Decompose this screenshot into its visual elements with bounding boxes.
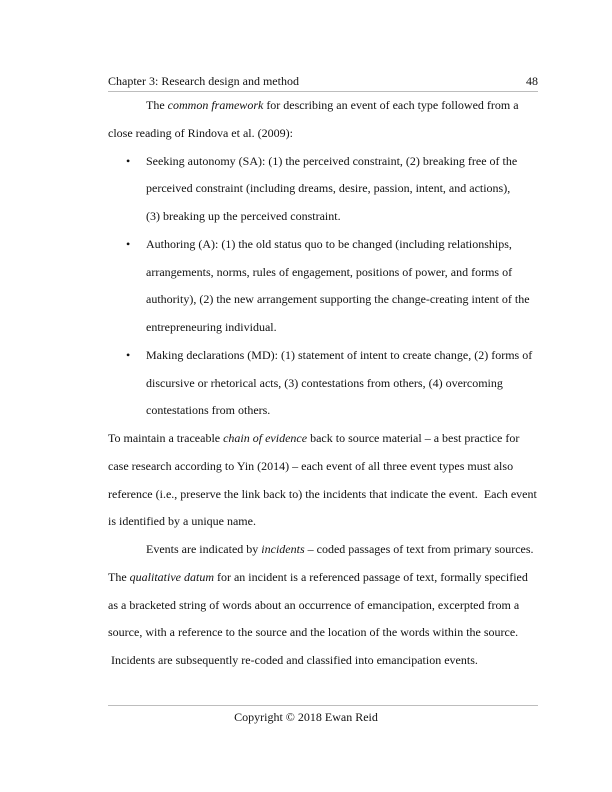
text-run: for an incident is a referenced passage of text, formally specified <box>213 569 528 584</box>
text-run: Seeking autonomy (SA): (1) the perceived constraint, (2) breaking free of the <box>146 153 518 168</box>
text-line <box>108 514 256 528</box>
text-run: contestations from others. <box>146 403 271 418</box>
bullet-icon: • <box>126 153 131 168</box>
italic-term: chain of evidence <box>223 431 308 445</box>
bullet-icon: • <box>126 236 131 251</box>
text-run: The <box>108 569 130 584</box>
text-line <box>108 570 528 584</box>
text-line <box>108 126 293 140</box>
italic-term: qualitative datum <box>129 569 214 584</box>
text-run: source, with a reference to the source and the location of the words within the source. <box>108 625 519 640</box>
text-run: arrangements, norms, rules of engagement, positions of power, and forms of <box>146 264 513 279</box>
bullet-item-line <box>126 153 518 168</box>
text-run: as a bracketed string of words about an occurrence of emancipation, excerpted from a <box>108 597 520 612</box>
italic-term: common framework <box>167 98 264 112</box>
text-line <box>146 98 519 112</box>
italic-term: incidents <box>261 542 305 556</box>
footer-divider <box>108 705 538 706</box>
text-run: back to source material – a best practice for <box>307 431 520 445</box>
text-run: discursive or rhetorical acts, (3) contestations from others, (4) overcoming <box>146 375 503 390</box>
text-line <box>108 625 518 639</box>
text-line <box>146 181 510 195</box>
text-line <box>146 542 534 556</box>
text-line <box>146 209 341 223</box>
text-run: – coded passages of text from primary sources. <box>304 542 534 556</box>
text-run: close reading of Rindova et al. (2009): <box>108 125 293 140</box>
header-divider <box>108 91 538 92</box>
text-run: is identified by a unique name. <box>108 514 256 529</box>
text-line <box>108 487 537 501</box>
text-run: Authoring (A): (1) the old status quo to be changed (including relationships, <box>146 236 512 251</box>
text-run: entrepreneuring individual. <box>146 320 277 334</box>
text-run: Making declarations (MD): (1) statement of intent to create change, (2) forms of <box>146 347 533 362</box>
text-run: To maintain a traceable <box>108 431 224 445</box>
text-line <box>146 320 277 334</box>
text-run: Events are indicated by <box>146 542 262 556</box>
footer-copyright: Copyright © 2018 Ewan Reid <box>234 710 378 724</box>
bullet-item-line <box>126 347 533 362</box>
text-line <box>146 403 270 417</box>
text-line <box>108 459 513 473</box>
text-run: authority), (2) the new arrangement supporting the change-creating intent of the <box>146 292 530 307</box>
text-run: case research according to Yin (2014) – each event of all three event types must also <box>108 458 514 473</box>
text-run: Incidents are subsequently re-coded and classified into emancipation events. <box>108 653 478 667</box>
text-run: (3) breaking up the perceived constraint. <box>146 209 341 223</box>
text-line <box>108 598 519 612</box>
text-run: reference (i.e., preserve the link back to) the incidents that indicate the event. Each event <box>108 486 537 501</box>
bullet-icon: • <box>126 347 131 362</box>
page-number: 48 <box>526 74 538 88</box>
text-line <box>146 292 530 306</box>
text-run: perceived constraint (including dreams, desire, passion, intent, and actions), <box>146 181 511 196</box>
bullet-item-line <box>126 236 512 251</box>
text-line <box>146 265 512 279</box>
chapter-title: Chapter 3: Research design and method <box>108 74 299 88</box>
text-line <box>108 431 519 445</box>
text-run: The <box>146 98 168 112</box>
text-line <box>146 376 503 390</box>
text-run: for describing an event of each type followed from a <box>263 98 519 112</box>
text-line <box>108 653 478 667</box>
